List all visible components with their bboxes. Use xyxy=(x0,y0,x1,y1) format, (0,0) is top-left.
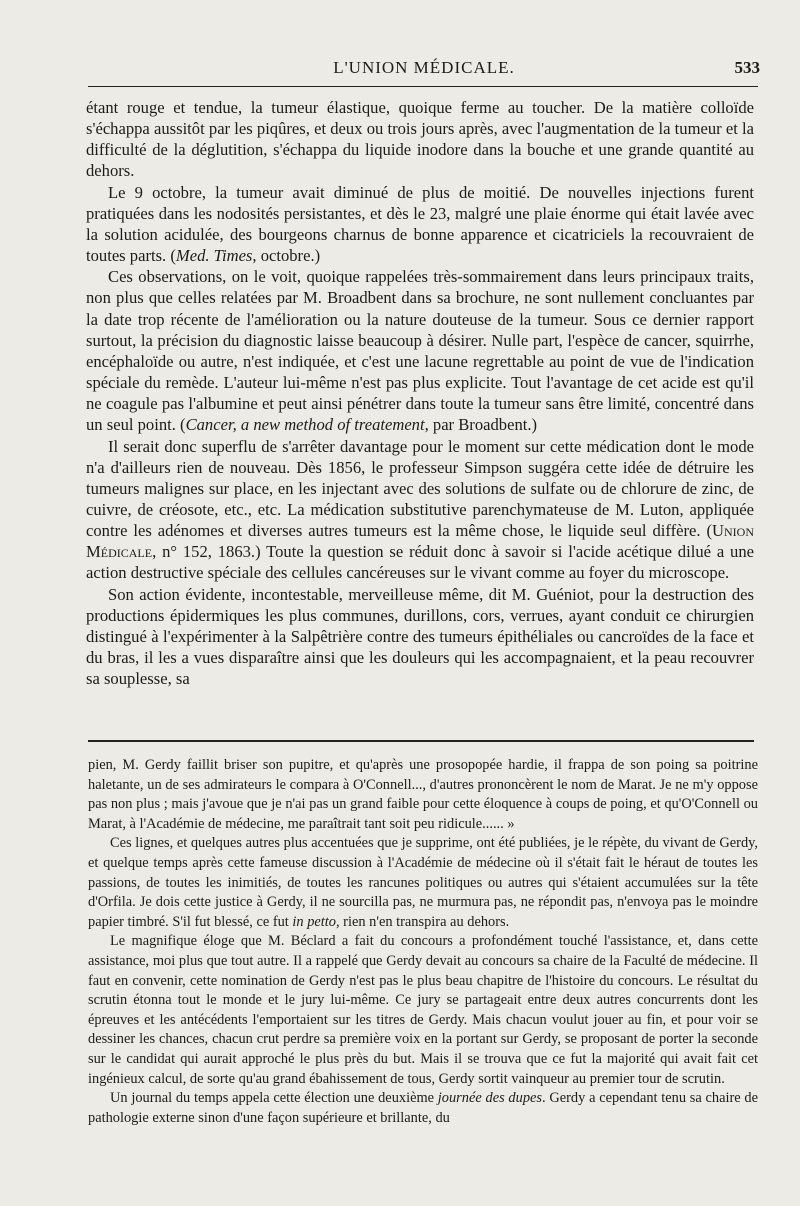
footnote-2-text: Ces lignes, et quelques autres plus accentuées que je supprime, ont été publiées, je le répète, du vivant de Gerdy, et quelque temps après cette fameuse discussion à l'Académie de médecine où il s'était fait le héraut de toutes les passions, de toutes les inimitiés, de toutes les rancunes politiques ou autres qui s'étaient accumulées sur la tête d'Orfila. Je dois cette justice à Gerdy, il ne sourcilla pas, ne murmura pas, ne répondit pas, n'envoya pas le moindre papier timbré. S'il fut blessé, ce fut xyxy=(88,835,758,930)
citation-med-times: Med. Times xyxy=(175,246,253,266)
footnote-4-text: Un journal du temps appela cette élection une deuxième xyxy=(110,1090,438,1107)
footnote-2-italic: in petto xyxy=(292,913,336,930)
footnotes xyxy=(88,756,758,1128)
footnote-2 xyxy=(88,834,758,932)
paragraph-2-end: , octobre.) xyxy=(252,246,321,266)
paragraph-2-text: Le 9 octobre, la tumeur avait diminué de plus de moitié. De nouvelles injections furent pratiquées dans les nodosités persistantes, et dès le 23, malgré une plaie énorme qui était lavée avec la solution acidulée, des bourgeons charnus de bonne apparence et cicatriciels la recouvraient de toutes parts. ( xyxy=(86,182,754,266)
citation-union-medicale: Union Médicale xyxy=(86,521,754,562)
footnote-1: pien, M. Gerdy faillit briser son pupitre, et qu'après une prosopopée hardie, il frappa de son poing sa poitrine haletante, un de ses admirateurs le compara à O'Connell..., d'autres prononcèrent le nom de Marat. Je ne m'y oppose pas non plus ; mais j'avoue que je n'ai pas un grand faible pour cette éloquence à coups de poing, et qu'O'Connell ou Marat, à l'Académie de médecine, me paraîtrait tant soit peu ridicule...... » xyxy=(88,757,758,832)
paragraph-5: Son action évidente, incontestable, merveilleuse même, dit M. Guéniot, pour la destruction des productions épidermiques les plus communes, durillons, cors, verrues, ayant conduit ce chirurgien distingué à l'expérimenter à la Salpêtrière contre des tumeurs épithéliales ou cancroïdes de la face et du bras, il les a vues disparaître ainsi que les douleurs qui les accompagnaient, et la peau recouvrer sa souplesse, sa xyxy=(86,584,754,689)
paragraph-3-end: , par Broadbent.) xyxy=(424,415,538,435)
footnote-4-italic: journée des dupes xyxy=(437,1090,543,1107)
footnote-rule xyxy=(88,740,754,742)
citation-broadbent: Cancer, a new method of treatement xyxy=(185,415,425,435)
paragraph-1: étant rouge et tendue, la tumeur élastique, quoique ferme au toucher. De la matière colloïde s'échappa aussitôt par les piqûres, et deux ou trois jours après, avec l'augmentation de la tumeur et la difficulté de la déglutition, s'échappa du liquide inodore dans la bouche et une grande quantité au dehors. xyxy=(86,98,754,181)
paragraph-4 xyxy=(86,436,754,584)
page-number: 533 xyxy=(734,58,760,77)
main-text xyxy=(86,97,754,689)
paragraph-3 xyxy=(86,266,754,435)
page-header xyxy=(88,58,760,86)
header-rule xyxy=(88,86,758,87)
paragraph-4-end: , n° 152, 1863.) Toute la question se réduit donc à savoir si l'acide acétique dilué a une action destructive spéciale des cellules cancéreuses sur le vivant comme au foyer du microscope. xyxy=(86,542,754,583)
footnote-4 xyxy=(88,1089,758,1128)
paragraph-4-text: Il serait donc superflu de s'arrêter davantage pour le moment sur cette médication dont le mode n'a d'ailleurs rien de nouveau. Dès 1856, le professeur Simpson suggéra cette idée de détruire les tumeurs malignes sur place, en les injectant avec des solutions de sulfate ou de chlorure de zinc, de cuivre, de créosote, etc., etc. La médication substitutive parenchymateuse de M. Luton, appliquée contre les adénomes et diverses autres tumeurs est la même chose, le liquide seul diffère. ( xyxy=(86,436,754,541)
running-title: L'UNION MÉDICALE. xyxy=(333,58,515,77)
footnote-3: Le magnifique éloge que M. Béclard a fait du concours a profondément touché l'assistance, et, dans cette assistance, moi plus que tout autre. Il a rappelé que Gerdy devait au concours sa chaire de la Faculté de médecine. Il faut en convenir, cette nomination de Gerdy n'est pas le plus beau chapitre de l'histoire du concours. Le résultat du scrutin étonna tout le monde et le jury lui-même. Ce jury se partageait entre deux autres concurrents dont les épreuves et les antécédents l'emportaient sur les titres de Gerdy. Mais chacun voulut jouer au fin, et pour voir se dessiner les chances, chacun crut perdre sa première voix en la portant sur Gerdy, se proposant de porter la seconde sur le candidat qui aurait approché le plus près du but. Mais il se trouva que ce fut la majorité qui avait fait cet ingénieux calcul, de sorte qu'au grand ébahissement de tous, Gerdy sortit vainqueur au premier tour de scrutin. xyxy=(88,933,758,1087)
footnote-4-end: . Gerdy a cependant tenu sa chaire de pathologie externe sinon d'une façon supérieure et brillante, du xyxy=(88,1090,759,1126)
paragraph-2 xyxy=(86,182,754,267)
paragraph-3-text: Ces observations, on le voit, quoique rappelées très-sommairement dans leurs principaux traits, non plus que celles relatées par M. Broadbent dans sa brochure, ne sont nullement concluantes par la date trop récente de l'amélioration ou la nature douteuse de la tumeur. Sous ce dernier rapport surtout, la précision du diagnostic laisse beaucoup à désirer. Nulle part, l'espèce de cancer, squirrhe, encéphaloïde ou autre, n'est indiquée, et c'est une lacune regrettable au point de vue de l'indication spéciale du remède. L'auteur lui-même n'est pas plus explicite. Tout l'avantage de cet acide est qu'il ne coagule pas l'albumine et peut ainsi pénétrer dans toute la tumeur sans être limité, concentré dans un seul point. ( xyxy=(86,267,754,435)
footnote-2-end: , rien n'en transpira au dehors. xyxy=(335,913,510,930)
